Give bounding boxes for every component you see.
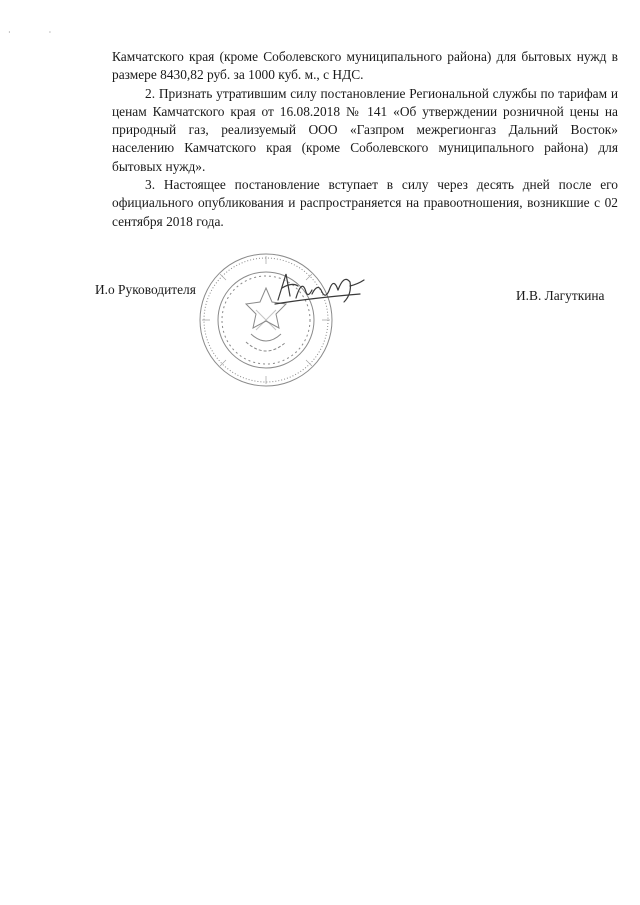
paragraph-3-effective-date: 3. Настоящее постановление вступает в силу через десять дней после его официального опубликования и распространяется на правоотношения, возникшие с 02 сентября 2018 года. [112, 177, 618, 229]
signatory-name: И.В. Лагуткина [516, 288, 605, 303]
handwritten-signature-icon [272, 268, 372, 308]
paragraph-2-repeal-clause: 2. Признать утратившим силу постановление Региональной службы по тарифам и ценам Камчатского края от 16.08.2018 № 141 «Об утверждении розничной цены на природный газ, реализуемый ООО «Газпром межрегионгаз Дальний Восток» населению Камчатского края (кроме Соболевского муниципального района) для бытовых нужд». [112, 85, 618, 174]
document-body [112, 48, 618, 231]
signatory-role: И.о Руководителя [95, 282, 196, 297]
paragraph-1-continuation: Камчатского края (кроме Соболевского муниципального района) для бытовых нужд в размере 8430,82 руб. за 1000 куб. м., с НДС. [112, 49, 618, 83]
scan-artifact: · · [8, 28, 70, 37]
official-seal-icon [196, 250, 336, 390]
